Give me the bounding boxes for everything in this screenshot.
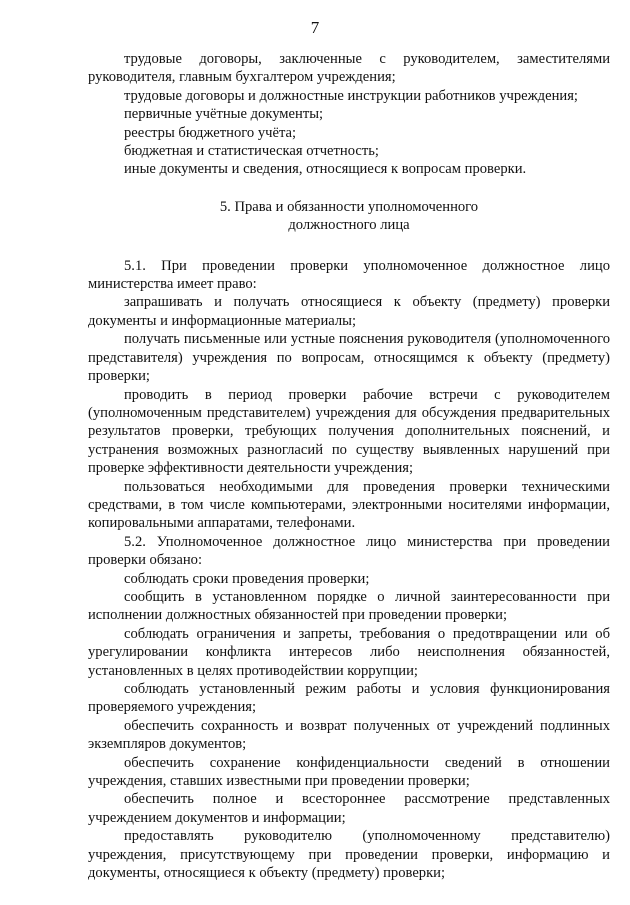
section-heading-line: 5. Права и обязанности уполномоченного <box>219 198 479 215</box>
duties-list-item: обеспечить сохранность и возврат полученных от учреждений подлинных экземпляров документов; <box>88 717 610 753</box>
duties-list-item: соблюдать установленный режим работы и условия функционирования проверяемого учреждения; <box>88 681 610 716</box>
page-number: 7 <box>310 18 320 37</box>
list-item: трудовые договоры и должностные инструкции работников учреждения; <box>124 87 578 104</box>
list-item: бюджетная и статистическая отчетность; <box>124 143 379 160</box>
rights-list-item: запрашивать и получать относящиеся к объекту (предмету) проверки документы и информационные материалы; <box>88 294 610 329</box>
rights-list-item: пользоваться необходимыми для проведения проверки техническими средствами, в том числе компьютерами, электронными носителями информации, копировальными аппаратами, телефонами. <box>88 478 610 532</box>
section-heading-line: должностного лица <box>288 217 410 234</box>
duties-list-item: предоставлять руководителю (уполномоченному представителю) учреждения, присутствующему при проведении проверки, информацию и документы, относящиеся к объекту (предмету) проверки; <box>88 828 610 882</box>
list-item: трудовые договоры, заключенные с руководителем, заместителями руководителя, главным бухгалтером учреждения; <box>88 51 610 86</box>
duties-list-item: соблюдать сроки проведения проверки; <box>124 570 370 587</box>
list-item: первичные учётные документы; <box>124 106 324 123</box>
document-body <box>88 50 610 882</box>
section-heading <box>88 198 610 235</box>
list-item: иные документы и сведения, относящиеся к вопросам проверки. <box>124 161 527 178</box>
duties-list-item: обеспечить сохранение конфиденциальности сведений в отношении учреждения, ставших известными при проведении проверки; <box>88 754 610 790</box>
rights-list-item: проводить в период проверки рабочие встречи с руководителем (уполномоченным представителем) учреждения для обсуждения предварительных результатов проверки, требующих получения дополнительных пояснений, и устранения возможных разногласий по существу выявленных нарушений при проверке эффективности деятельности учреждения; <box>88 386 610 477</box>
duties-list-item: обеспечить полное и всестороннее рассмотрение представленных учреждением документов и информации; <box>88 791 610 826</box>
rights-intro-paragraph: 5.1. При проведении проверки уполномоченное должностное лицо министерства имеет право: <box>88 257 610 293</box>
list-item: реестры бюджетного учёта; <box>124 124 297 141</box>
rights-list-item: получать письменные или устные пояснения руководителя (уполномоченного представителя) учреждения по вопросам, относящимся к объекту (предмету) проверки; <box>88 331 610 385</box>
duties-list-item: соблюдать ограничения и запреты, требования о предотвращении или об урегулировании конфликта интересов либо неисполнения обязанностей, установленных в целях противодействии коррупции; <box>88 625 610 679</box>
duties-intro-paragraph: 5.2. Уполномоченное должностное лицо министерства при проведении проверки обязано: <box>88 533 610 569</box>
duties-list-item: сообщить в установленном порядке о личной заинтересованности при исполнении должностных обязанностей при проведении проверки; <box>88 588 610 624</box>
